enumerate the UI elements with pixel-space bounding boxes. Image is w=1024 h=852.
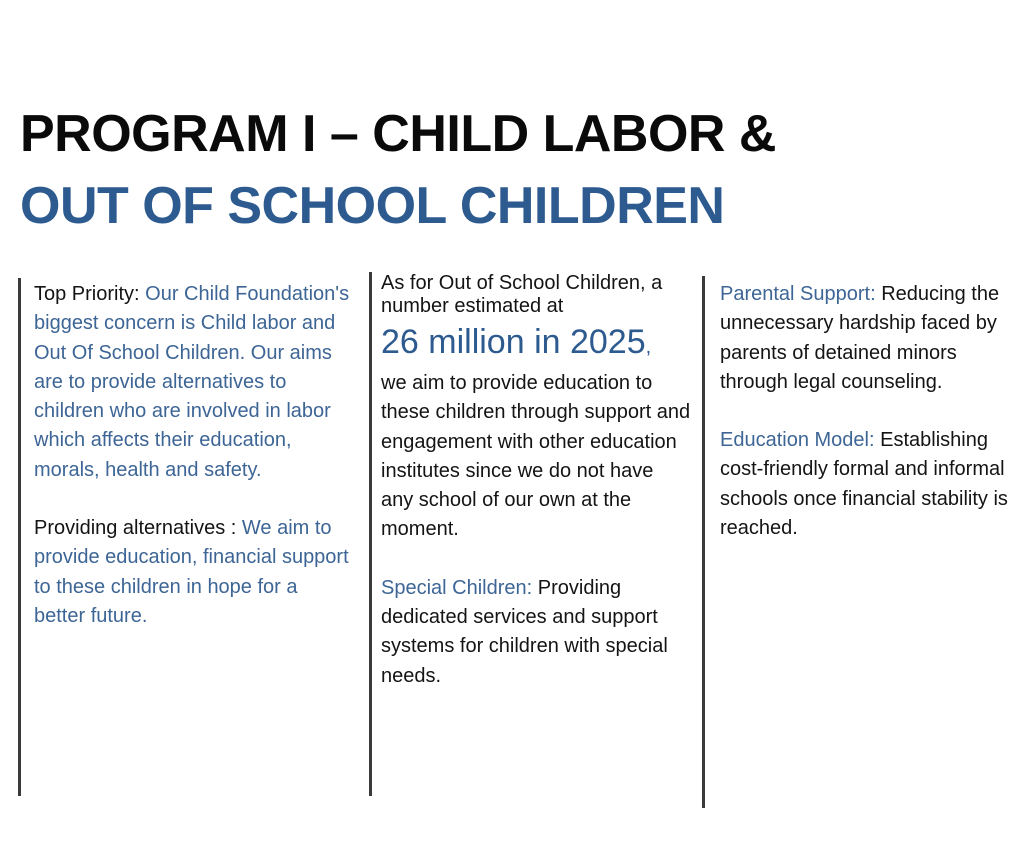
- parental-support-text: Reducing the unnecessary hardship faced by parents of detained minors through legal counseling.: [720, 283, 1000, 393]
- title-line-1: PROGRAM I – CHILD LABOR &: [20, 105, 776, 163]
- special-children-text: Providing dedicated services and support systems for children with special needs.: [381, 576, 668, 687]
- providing-alternatives-text: We aim to provide education, financial support to these children in hope for a better future.: [34, 517, 349, 627]
- column-2: [381, 272, 691, 691]
- providing-alternatives-paragraph: [34, 514, 354, 631]
- parental-support-label: Parental Support:: [720, 283, 882, 305]
- education-model-label: Education Model:: [720, 429, 881, 452]
- education-model-paragraph: [720, 426, 1024, 543]
- out-of-school-intro: As for Out of School Children, a number estimated at: [381, 272, 663, 317]
- top-priority-label: Top Priority:: [34, 283, 146, 305]
- special-children-paragraph: [381, 574, 691, 691]
- top-priority-text: Our Child Foundation's biggest concern is Child labor and Out Of School Children. Our aims are to provide alternatives to children who are involved in labor which affects their education, morals, health and safety.: [34, 283, 350, 481]
- column-3: [720, 280, 1024, 543]
- providing-alternatives-label: Providing alternatives :: [34, 517, 242, 540]
- column-3-divider: [702, 276, 705, 808]
- out-of-school-body: we aim to provide education to these children through support and engagement with other education institutes since we do not have any school of our own at the moment.: [381, 372, 691, 541]
- column-2-divider: [369, 272, 372, 796]
- top-priority-paragraph: [34, 280, 354, 485]
- column-1-divider: [18, 278, 21, 796]
- column-1: [34, 280, 354, 631]
- education-model-text: Establishing cost-friendly formal and informal schools once financial stability is reached.: [720, 429, 1008, 540]
- statistic-suffix: ,: [645, 336, 652, 358]
- title-line-2: OUT OF SCHOOL CHILDREN: [20, 177, 725, 235]
- statistic-value: 26 million in 2025: [381, 323, 646, 361]
- special-children-label: Special Children:: [381, 576, 538, 599]
- out-of-school-statistic: [381, 320, 691, 369]
- parental-support-paragraph: [720, 280, 1024, 397]
